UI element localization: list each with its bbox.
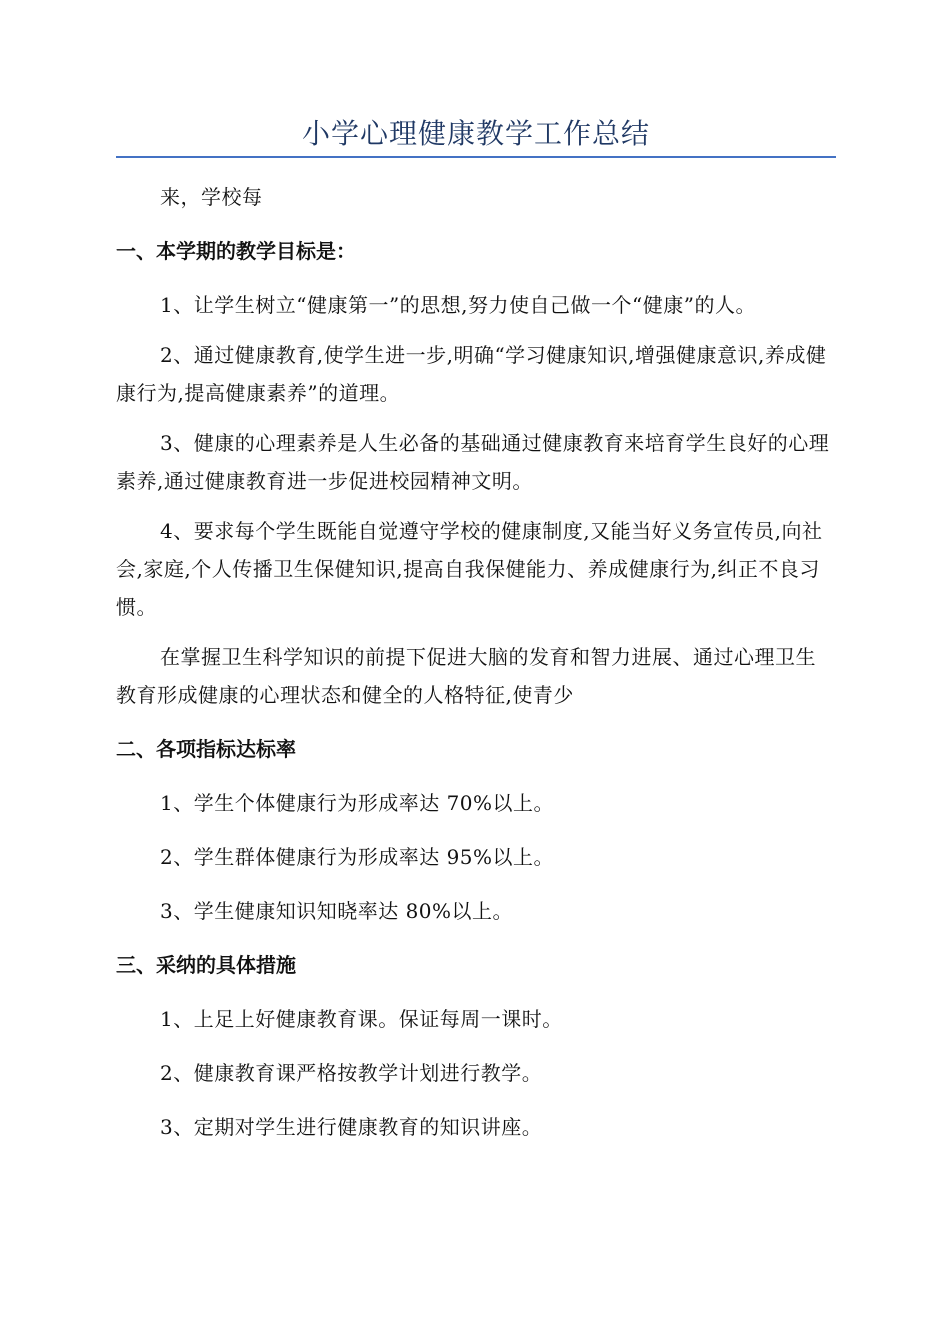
section-2-item-2: 2、学生群体健康行为形成率达 95%以上。 xyxy=(160,845,555,869)
document-page xyxy=(116,0,836,1146)
section-3-item-1: 1、上足上好健康教育课。保证每周一课时。 xyxy=(160,1007,563,1031)
section-1-item-1: 1、让学生树立“健康第一”的思想,努力使自己做一个“健康”的人。 xyxy=(160,293,756,317)
section-1-item-4: 4、要求每个学生既能自觉遵守学校的健康制度,又能当好义务宣传员,向社会,家庭,个人传播卫生保健知识,提高自我保健能力、养成健康行为,纠正不良习惯。 xyxy=(116,519,823,619)
section-1-heading: 一、本学期的教学目标是： xyxy=(116,239,356,263)
intro-paragraph: 来，学校每 xyxy=(160,185,263,209)
section-2-item-3: 3、学生健康知识知晓率达 80%以上。 xyxy=(160,899,514,923)
section-2-item-1: 1、学生个体健康行为形成率达 70%以上。 xyxy=(160,791,555,815)
section-1-item-5: 在掌握卫生科学知识的前提下促进大脑的发育和智力进展、通过心理卫生教育形成健康的心理状态和健全的人格特征,使青少 xyxy=(116,645,816,707)
section-3-item-3: 3、定期对学生进行健康教育的知识讲座。 xyxy=(160,1115,543,1139)
section-3-item-2: 2、健康教育课严格按教学计划进行教学。 xyxy=(160,1061,543,1085)
document-title: 小学心理健康教学工作总结 xyxy=(301,117,650,150)
section-1-item-3: 3、健康的心理素养是人生必备的基础通过健康教育来培育学生良好的心理素养,通过健康教育进一步促进校园精神文明。 xyxy=(116,431,830,493)
section-1-item-2: 2、通过健康教育,使学生进一步,明确“学习健康知识,增强健康意识,养成健康行为,提高健康素养”的道理。 xyxy=(116,343,827,405)
section-3-heading: 三、采纳的具体措施 xyxy=(116,953,296,977)
section-2-heading: 二、各项指标达标率 xyxy=(116,737,296,761)
